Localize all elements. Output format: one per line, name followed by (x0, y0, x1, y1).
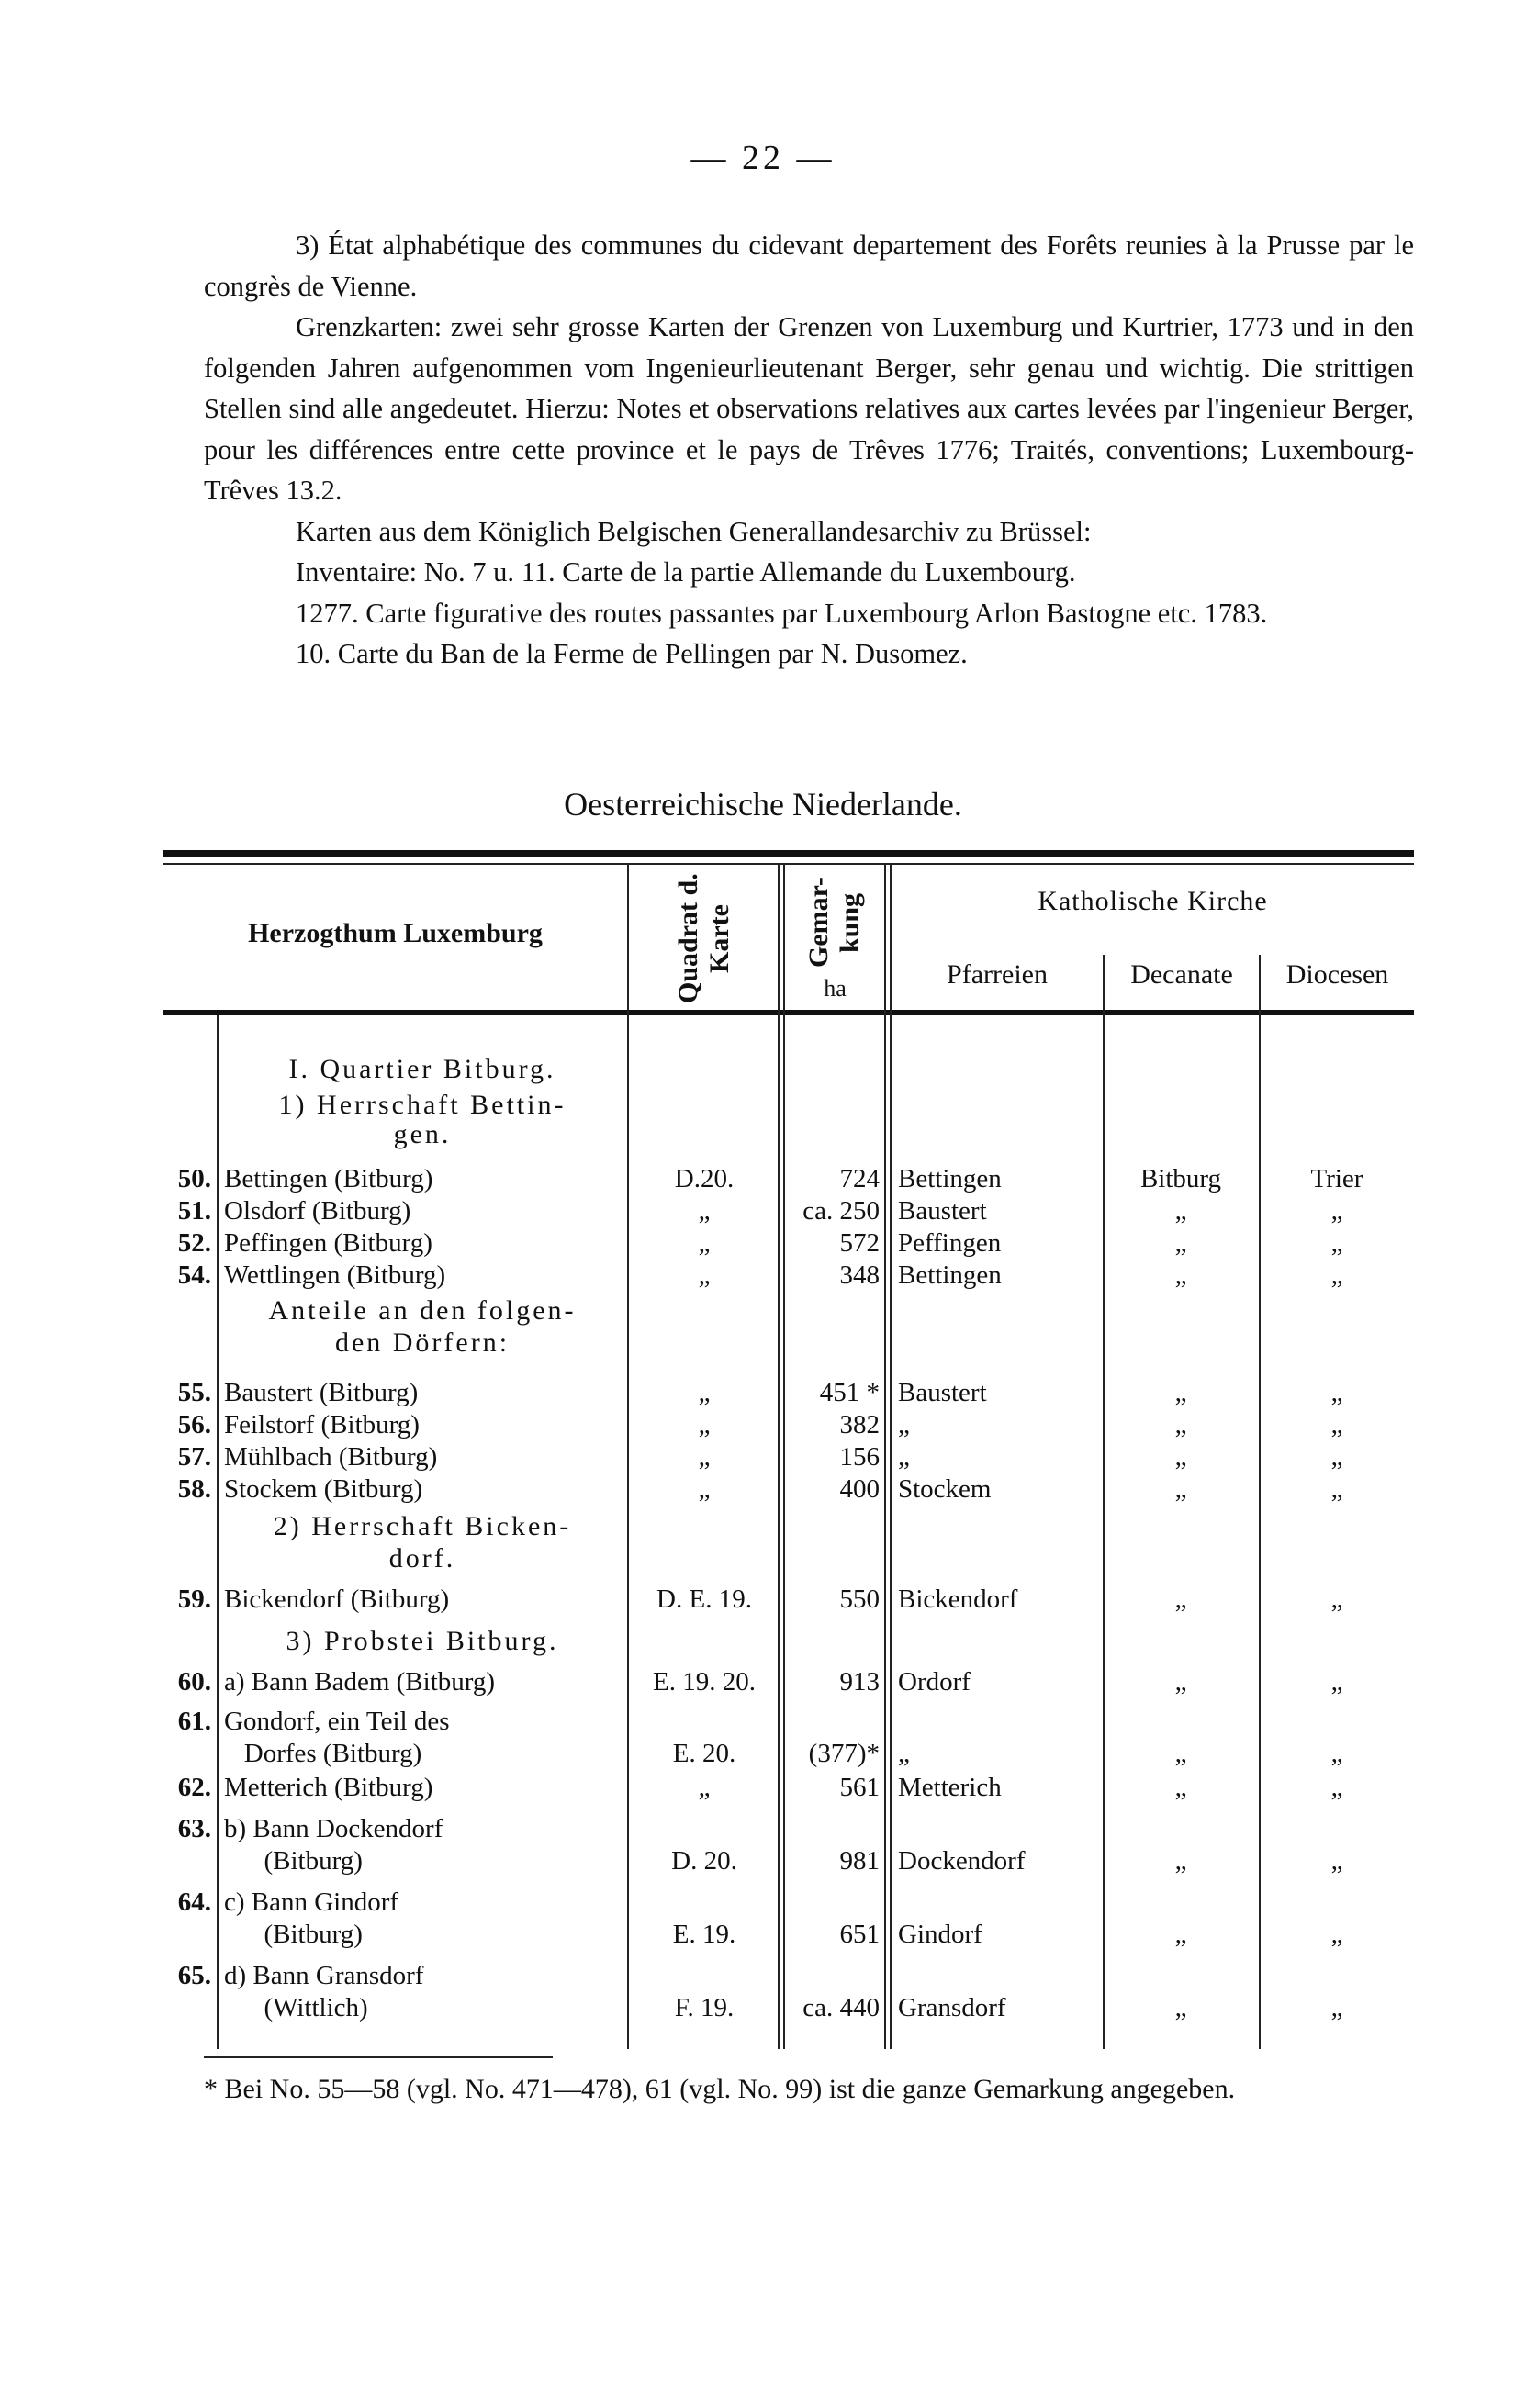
row-name: Stockem (Bitburg) (224, 1474, 423, 1504)
row-gemarkung: 382 (839, 1410, 880, 1439)
page-number: — 22 — (690, 139, 836, 177)
row-pfarrei: Bettingen (898, 1164, 1002, 1193)
intro-text (204, 225, 1414, 675)
row-diocese: „ (1330, 1993, 1343, 2022)
row-number: 64. (177, 1887, 211, 1917)
row-quadrat: D.20. (674, 1164, 735, 1193)
row-quadrat: „ (698, 1378, 711, 1407)
row-quadrat: „ (698, 1773, 711, 1802)
row-decanat: „ (1174, 1378, 1187, 1407)
row-diocese: „ (1330, 1474, 1343, 1504)
row-diocese: „ (1330, 1773, 1343, 1802)
row-number: 50. (177, 1164, 211, 1193)
header-quadrat: Quadrat d. Karte (672, 873, 735, 1004)
row-number: 54. (177, 1260, 211, 1290)
row-decanat: Bitburg (1139, 1164, 1222, 1193)
header-territory: Herzogthum Luxemburg (248, 918, 543, 948)
row-decanat: „ (1174, 1993, 1187, 2022)
row-name: (Wittlich) (224, 1993, 368, 2022)
row-pfarrei: Gindorf (898, 1920, 982, 1949)
row-pfarrei: Metterich (898, 1773, 1002, 1802)
row-decanat: „ (1174, 1667, 1187, 1697)
row-quadrat: „ (698, 1474, 711, 1504)
row-decanat: „ (1174, 1846, 1187, 1876)
row-quadrat: „ (698, 1196, 711, 1226)
row-number: 55. (177, 1378, 211, 1407)
row-name: Metterich (Bitburg) (224, 1773, 433, 1802)
table-group-heading: 1) Herrschaft Bettin- (278, 1090, 567, 1120)
row-quadrat: E. 19. 20. (653, 1667, 756, 1697)
row-diocese: „ (1330, 1585, 1343, 1614)
table-top-rule-thin (163, 863, 1414, 865)
row-gemarkung: 724 (839, 1164, 880, 1193)
row-gemarkung: 981 (839, 1846, 880, 1876)
header-gemarkung-unit: ha (824, 975, 847, 1002)
row-gemarkung: 572 (839, 1228, 880, 1258)
header-bottom-rule (163, 1010, 1414, 1015)
row-pfarrei: Baustert (898, 1196, 987, 1226)
row-decanat: „ (1174, 1442, 1187, 1472)
row-number: 56. (177, 1410, 211, 1439)
table-top-rule (163, 850, 1414, 857)
row-name: Dorfes (Bitburg) (224, 1739, 422, 1768)
row-name: c) Bann Gindorf (224, 1887, 399, 1917)
row-pfarrei: Baustert (898, 1378, 987, 1407)
header-gemarkung: Gemar-kung (802, 877, 865, 969)
row-decanat: „ (1174, 1228, 1187, 1258)
table-group-heading: gen. (393, 1119, 452, 1149)
row-pfarrei: Peffingen (898, 1228, 1002, 1258)
row-quadrat: D. E. 19. (656, 1585, 752, 1614)
row-name: Baustert (Bitburg) (224, 1378, 419, 1407)
header-gemarkung-wrap (788, 868, 882, 978)
row-quadrat: „ (698, 1410, 711, 1439)
row-pfarrei: Ordorf (898, 1667, 971, 1697)
row-pfarrei: Stockem (898, 1474, 992, 1504)
row-gemarkung: 156 (839, 1442, 880, 1472)
row-quadrat: „ (698, 1260, 711, 1290)
row-quadrat: D. 20. (671, 1846, 737, 1876)
row-pfarrei: Gransdorf (898, 1993, 1006, 2022)
row-diocese: „ (1330, 1920, 1343, 1949)
row-decanat: „ (1174, 1773, 1187, 1802)
row-name: Mühlbach (Bitburg) (224, 1442, 438, 1472)
row-name: Wettlingen (Bitburg) (224, 1260, 446, 1290)
row-gemarkung: ca. 250 (802, 1196, 880, 1226)
row-number: 63. (177, 1814, 211, 1843)
row-quadrat: F. 19. (674, 1993, 735, 2022)
row-number: 61. (177, 1707, 211, 1736)
header-pfarreien: Pfarreien (947, 959, 1048, 990)
row-gemarkung: 400 (839, 1474, 880, 1504)
intro-paragraph: 10. Carte du Ban de la Ferme de Pellingen par N. Dusomez. (296, 638, 968, 669)
intro-paragraph: 3) État alphabétique des communes du cidevant departement des Forêts reunies à la Prusse par le congrès de Vienne. (204, 230, 1414, 302)
table-group-heading: 2) Herrschaft Bicken- (273, 1511, 572, 1541)
row-name: Olsdorf (Bitburg) (224, 1196, 411, 1226)
row-number: 65. (177, 1961, 211, 1990)
row-pfarrei: Bickendorf (898, 1585, 1018, 1614)
table-group-heading: Anteile an den folgen- (268, 1295, 577, 1326)
row-name: Gondorf, ein Teil des (224, 1707, 450, 1736)
row-quadrat: E. 20. (672, 1739, 736, 1768)
intro-paragraph: Karten aus dem Königlich Belgischen Generallandesarchiv zu Brüssel: (296, 515, 1092, 547)
row-number: 58. (177, 1474, 211, 1504)
row-quadrat: „ (698, 1228, 711, 1258)
row-gemarkung: 651 (839, 1920, 880, 1949)
row-diocese: „ (1330, 1846, 1343, 1876)
row-diocese: „ (1330, 1378, 1343, 1407)
row-name: a) Bann Badem (Bitburg) (224, 1667, 496, 1697)
row-pfarrei: Bettingen (898, 1260, 1002, 1290)
table-group-heading: dorf. (388, 1543, 456, 1574)
row-number: 51. (177, 1196, 211, 1226)
intro-paragraph: Inventaire: No. 7 u. 11. Carte de la partie Allemande du Luxembourg. (296, 556, 1076, 588)
row-gemarkung: 451 * (819, 1378, 880, 1407)
row-name: Peffingen (Bitburg) (224, 1228, 432, 1258)
col-divider-pfar-b (890, 865, 892, 2049)
header-quadrat-wrap (634, 872, 776, 1005)
table-group-heading: den Dörfern: (334, 1327, 511, 1358)
row-gemarkung: (377)* (808, 1739, 880, 1768)
intro-paragraph: Grenzkarten: zwei sehr grosse Karten der Grenzen von Luxemburg und Kurtrier, 1773 und in den folgenden Jahren aufgenommen vom Ingenieurlieutenant Berger, sehr genau und wichtig. Die strittigen Stellen sind alle angedeutet. Hierzu: Notes et observations relatives aux cartes levées par l'ingenieur Berger, pour les différences entre cette province et le pays de Trêves 1776; Traités, conventions; Luxembourg-Trêves 13.2. (204, 311, 1414, 506)
footnote-rule (204, 2056, 553, 2058)
row-name: b) Bann Dockendorf (224, 1814, 443, 1843)
intro-paragraph: 1277. Carte figurative des routes passantes par Luxembourg Arlon Bastogne etc. 1783. (296, 597, 1268, 629)
row-diocese: „ (1330, 1260, 1343, 1290)
row-decanat: „ (1174, 1474, 1187, 1504)
row-pfarrei: „ (898, 1410, 910, 1439)
col-divider-pfar-a (884, 865, 886, 2049)
row-quadrat: E. 19. (672, 1920, 736, 1949)
row-diocese: „ (1330, 1410, 1343, 1439)
row-decanat: „ (1174, 1920, 1187, 1949)
row-gemarkung: 348 (839, 1260, 880, 1290)
row-pfarrei: Dockendorf (898, 1846, 1026, 1876)
row-gemarkung: 913 (839, 1667, 880, 1697)
row-decanat: „ (1174, 1196, 1187, 1226)
row-diocese: „ (1330, 1196, 1343, 1226)
header-church-group: Katholische Kirche (1038, 886, 1268, 916)
row-number: 59. (177, 1585, 211, 1614)
row-name: d) Bann Gransdorf (224, 1961, 424, 1990)
row-decanat: „ (1174, 1410, 1187, 1439)
row-diocese: „ (1330, 1442, 1343, 1472)
row-number: 60. (177, 1667, 211, 1697)
table-group-heading: 3) Probstei Bitburg. (286, 1626, 559, 1656)
row-decanat: „ (1174, 1739, 1187, 1768)
row-name: (Bitburg) (224, 1846, 363, 1876)
row-name: (Bitburg) (224, 1920, 363, 1949)
row-gemarkung: 550 (839, 1585, 880, 1614)
footnote: * Bei No. 55—58 (vgl. No. 471—478), 61 (vgl. No. 99) ist die ganze Gemarkung angegeben. (204, 2074, 1236, 2104)
row-name: Bettingen (Bitburg) (224, 1164, 433, 1193)
row-gemarkung: ca. 440 (802, 1993, 880, 2022)
row-number: 57. (177, 1442, 211, 1472)
row-diocese: „ (1330, 1228, 1343, 1258)
section-title: Oesterreichische Niederlande. (564, 786, 962, 823)
row-decanat: „ (1174, 1260, 1187, 1290)
row-number: 52. (177, 1228, 211, 1258)
header-decanate: Decanate (1130, 959, 1233, 990)
row-diocese: Trier (1310, 1164, 1363, 1193)
row-gemarkung: 561 (839, 1773, 880, 1802)
table-group-heading: I. Quartier Bitburg. (288, 1054, 556, 1084)
row-name: Feilstorf (Bitburg) (224, 1410, 420, 1439)
col-divider-number (217, 1015, 219, 2049)
row-quadrat: „ (698, 1442, 711, 1472)
row-number: 62. (177, 1773, 211, 1802)
row-pfarrei: „ (898, 1739, 910, 1768)
row-name: Bickendorf (Bitburg) (224, 1585, 450, 1614)
row-decanat: „ (1174, 1585, 1187, 1614)
row-pfarrei: „ (898, 1442, 910, 1472)
row-diocese: „ (1330, 1739, 1343, 1768)
header-diocesen: Diocesen (1285, 959, 1389, 990)
row-diocese: „ (1330, 1667, 1343, 1697)
